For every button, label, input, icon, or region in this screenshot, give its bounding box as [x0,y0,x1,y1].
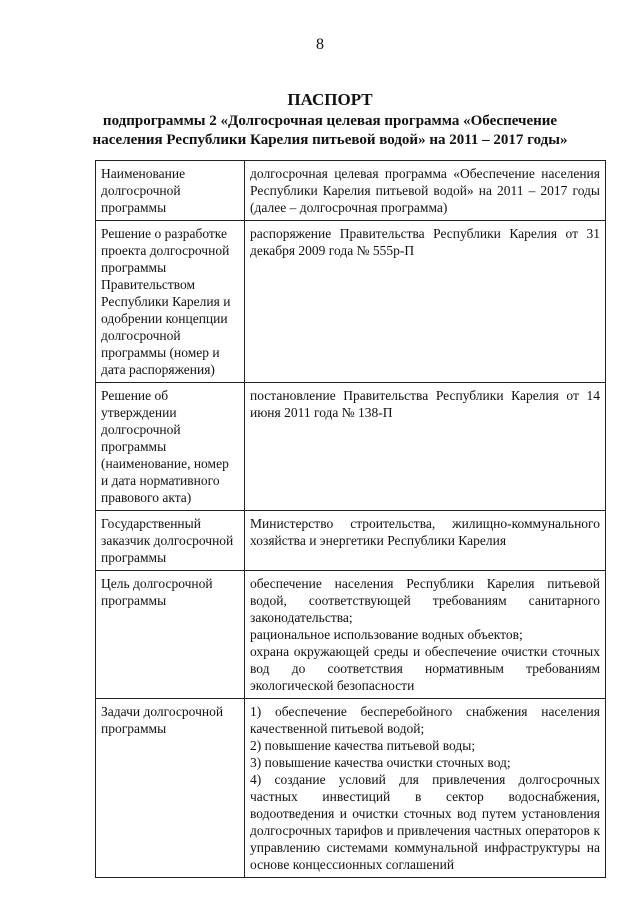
value-paragraph: постановление Правительства Республики Карелия от 14 июня 2011 года № 138-П [250,388,600,420]
document-subtitle-line-2: населения Республики Карелия питьевой водой» на 2011 – 2017 годы» [92,132,568,148]
row-value [245,161,606,221]
value-paragraph: Министерство строительства, жилищно-коммунального хозяйства и энергетики Республики Карелия [250,516,600,548]
value-paragraph: 1) обеспечение бесперебойного снабжения населения качественной питьевой водой; [250,704,600,736]
value-paragraph: 3) повышение качества очистки сточных вод; [250,755,511,770]
row-value [245,221,606,383]
document-title-block [60,90,600,150]
row-value [245,383,606,511]
document-subtitle-line-1: подпрограммы 2 «Долгосрочная целевая программа «Обеспечение [102,113,558,129]
row-label: Государственный заказчик долгосрочной программы [96,511,245,571]
value-paragraph: обеспечение населения Республики Карелия питьевой водой, соответствующей требованиям санитарного законодательства; [250,576,600,625]
row-value [245,571,606,699]
page-number: 8 [316,36,324,53]
table-row [96,383,606,511]
table-row [96,221,606,383]
table-row [96,571,606,699]
table-row [96,699,606,878]
row-value [245,699,606,878]
value-paragraph: долгосрочная целевая программа «Обеспечение населения Республики Карелия питьевой водой» на 2011 – 2017 годы (далее – долгосрочная программа) [250,166,600,215]
value-paragraph: 2) повышение качества питьевой воды; [250,738,476,753]
table-row [96,161,606,221]
value-paragraph: 4) создание условий для привлечения долгосрочных частных инвестиций в сектор водоснабжения, водоотведения и очистки сточных вод путем установления долгосрочных тарифов и привлечения частных операторов к управлению системами коммунальной инфраструктуры на основе концессионных соглашений [250,772,600,872]
row-value [245,511,606,571]
row-label: Задачи долгосрочной программы [96,699,245,878]
value-paragraph: охрана окружающей среды и обеспечение очистки сточных вод до соответствия нормативным требованиям экологической безопасности [250,644,600,693]
value-paragraph: рациональное использование водных объектов; [250,627,523,642]
document-title: ПАСПОРТ [287,90,373,109]
row-label: Решение об утверждении долгосрочной программы (наименование, номер и дата нормативного правового акта) [96,383,245,511]
table-row [96,511,606,571]
row-label: Наименование долгосрочной программы [96,161,245,221]
row-label: Цель долгосрочной программы [96,571,245,699]
passport-table [95,160,606,878]
row-label: Решение о разработке проекта долгосрочной программы Правительством Республики Карелия и одобрении концепции долгосрочной программы (номер и дата распоряжения) [96,221,245,383]
value-paragraph: распоряжение Правительства Республики Карелия от 31 декабря 2009 года № 555р-П [250,226,600,258]
